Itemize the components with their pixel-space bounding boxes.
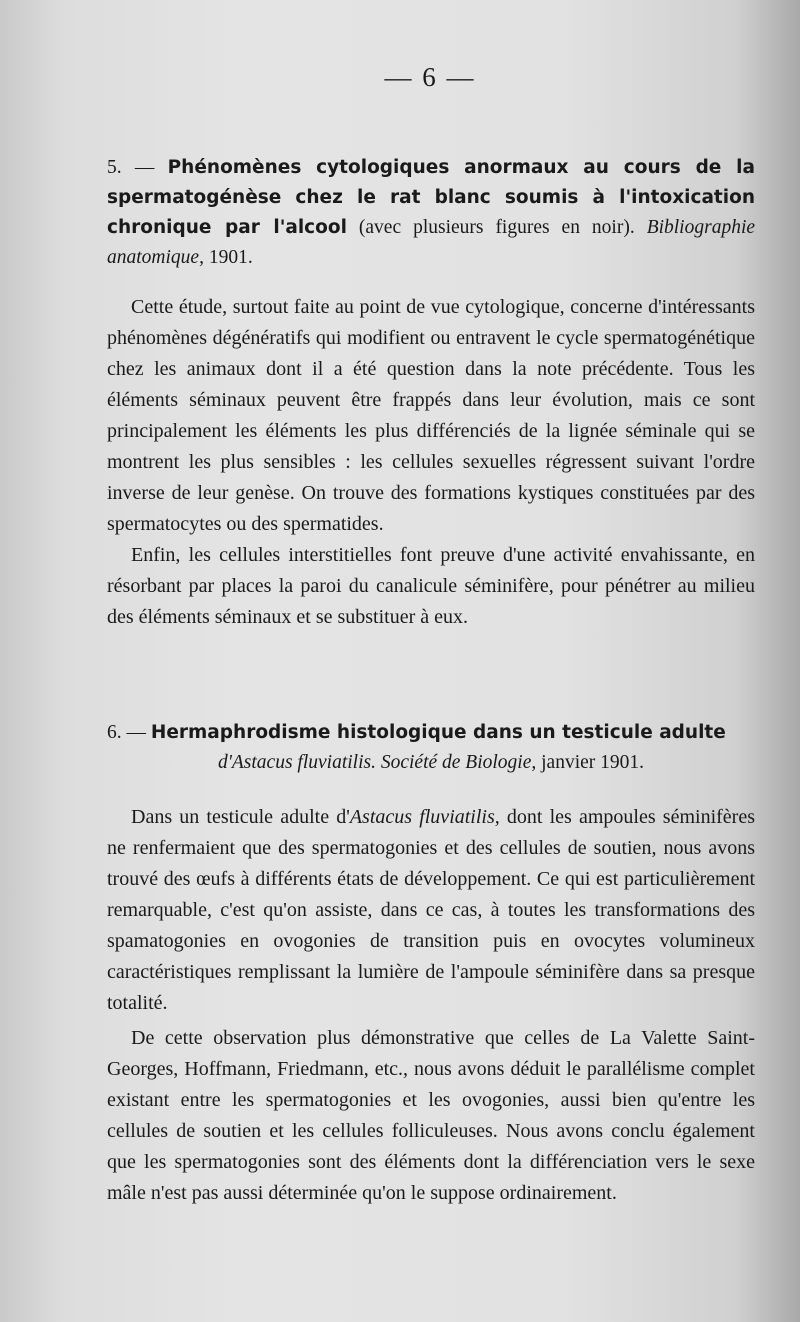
section-6-paragraph-1 (107, 802, 755, 1019)
section-5-title: Phénomènes cytologiques anormaux au cours de la spermatogénèse chez le rat blanc soumis à l'intoxication chronique par l'alcool (107, 157, 755, 238)
page-number: — 6 — (384, 62, 476, 92)
section-5-note: (avec plusieurs figures en noir). (358, 217, 635, 238)
section-5-paragraph-2: Enfin, les cellules interstitielles font preuve d'une activité envahissante, en résorbant par places la paroi du canalicule séminifère, pour pénétrer au milieu des éléments séminaux et se substituer à eux. (107, 544, 755, 628)
section-6-paragraph-2: De cette observation plus démonstrative que celles de La Valette Saint-Georges, Hoffmann, Friedmann, etc., nous avons déduit le parallélisme complet existant entre les spermatogonies et les ovogonies, aussi bien qu'entre les cellules de soutien et les cellules folliculeuses. Nous avons conclu également que les spermatogonies sont des éléments dont la différenciation vers le sexe mâle n'est pas aussi déterminée qu'on le suppose ordinairement. (107, 1027, 755, 1204)
section-6-heading (107, 718, 755, 778)
section-5-year: 1901. (208, 247, 253, 268)
section-5-body (107, 292, 755, 633)
section-6-species: d'Astacus fluviatilis. (217, 752, 376, 773)
section-6-p1-species: Astacus fluviatilis, (349, 806, 500, 828)
section-6-journal: Société de Biologie, (380, 752, 537, 773)
section-5-journal: Bibliographie anatomique, (107, 217, 756, 268)
section-5-paragraph-1: Cette étude, surtout faite au point de vue cytologique, concerne d'intéressants phénomènes dégénératifs qui modifient ou entravent le cycle spermatogénétique chez les animaux dont il a été question dans la note précédente. Tous les éléments séminaux peuvent être frappés dans leur évolution, mais ce sont principalement les éléments les plus différenciés de la lignée séminale qui se montrent les plus sensibles : les cellules sexuelles régressent suivant l'ordre inverse de leur genèse. On trouve des formations kystiques constituées par des spermatocytes ou des spermatides. (107, 296, 755, 535)
section-6-p1-rest: dont les ampoules séminifères ne renfermaient que des spermatogonies et des cellules de soutien, nous avons trouvé des œufs à différents états de développement. Ce qui est particulièrement remarquable, c'est qu'on assiste, dans ce cas, à toutes les transformations des spamatogonies en ovogonies de transition puis en ovocytes volumineux caractéristiques remplissant la lumière de l'ampoule séminifère dans sa presque totalité. (107, 806, 755, 1014)
section-6-p1-start: Dans un testicule adulte d' (131, 806, 350, 828)
section-6-title: Hermaphrodisme histologique dans un testicule adulte (150, 722, 726, 743)
section-6-date: janvier 1901. (541, 752, 645, 773)
section-5-number: 5. — (107, 157, 155, 178)
section-6-body (107, 802, 755, 1209)
section-5-heading (107, 153, 755, 273)
section-6-number: 6. — (107, 722, 146, 743)
